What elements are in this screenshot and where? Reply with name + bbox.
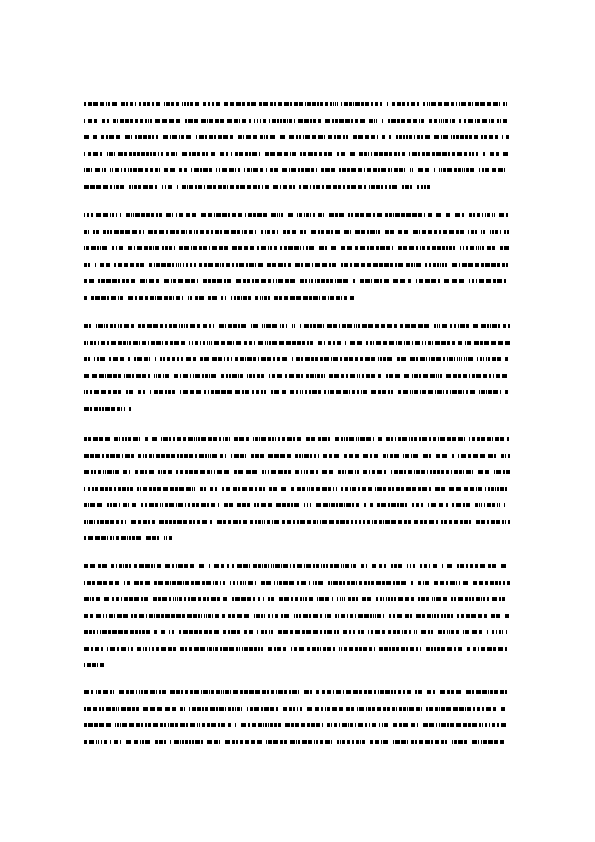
text-line [84,341,510,345]
text-line [84,324,510,328]
text-line [84,407,132,411]
text-line [84,536,172,540]
text-line [84,152,510,156]
text-line [84,119,507,123]
text-line [84,263,508,267]
text-line [84,740,504,744]
text-line [84,663,104,667]
text-line [84,296,354,300]
text-line [84,487,507,491]
text-line [84,597,507,601]
text-line [84,503,509,507]
text-line [84,279,508,283]
text-line [84,185,430,189]
text-line [84,390,510,394]
text-line [84,102,508,106]
text-line [84,614,509,618]
text-line [84,213,510,217]
text-line [84,357,510,361]
text-line [84,230,509,234]
text-line [84,470,510,474]
text-line [84,374,507,378]
text-line [84,520,510,524]
text-line [84,690,507,694]
text-line [84,437,509,441]
text-line [84,630,508,634]
text-line [84,246,510,250]
text-line [84,647,507,651]
text-line [84,581,510,585]
text-line [84,707,507,711]
text-line [84,135,510,139]
text-line [84,454,510,458]
text-line [84,564,507,568]
text-line [84,723,508,727]
text-line [84,168,509,172]
